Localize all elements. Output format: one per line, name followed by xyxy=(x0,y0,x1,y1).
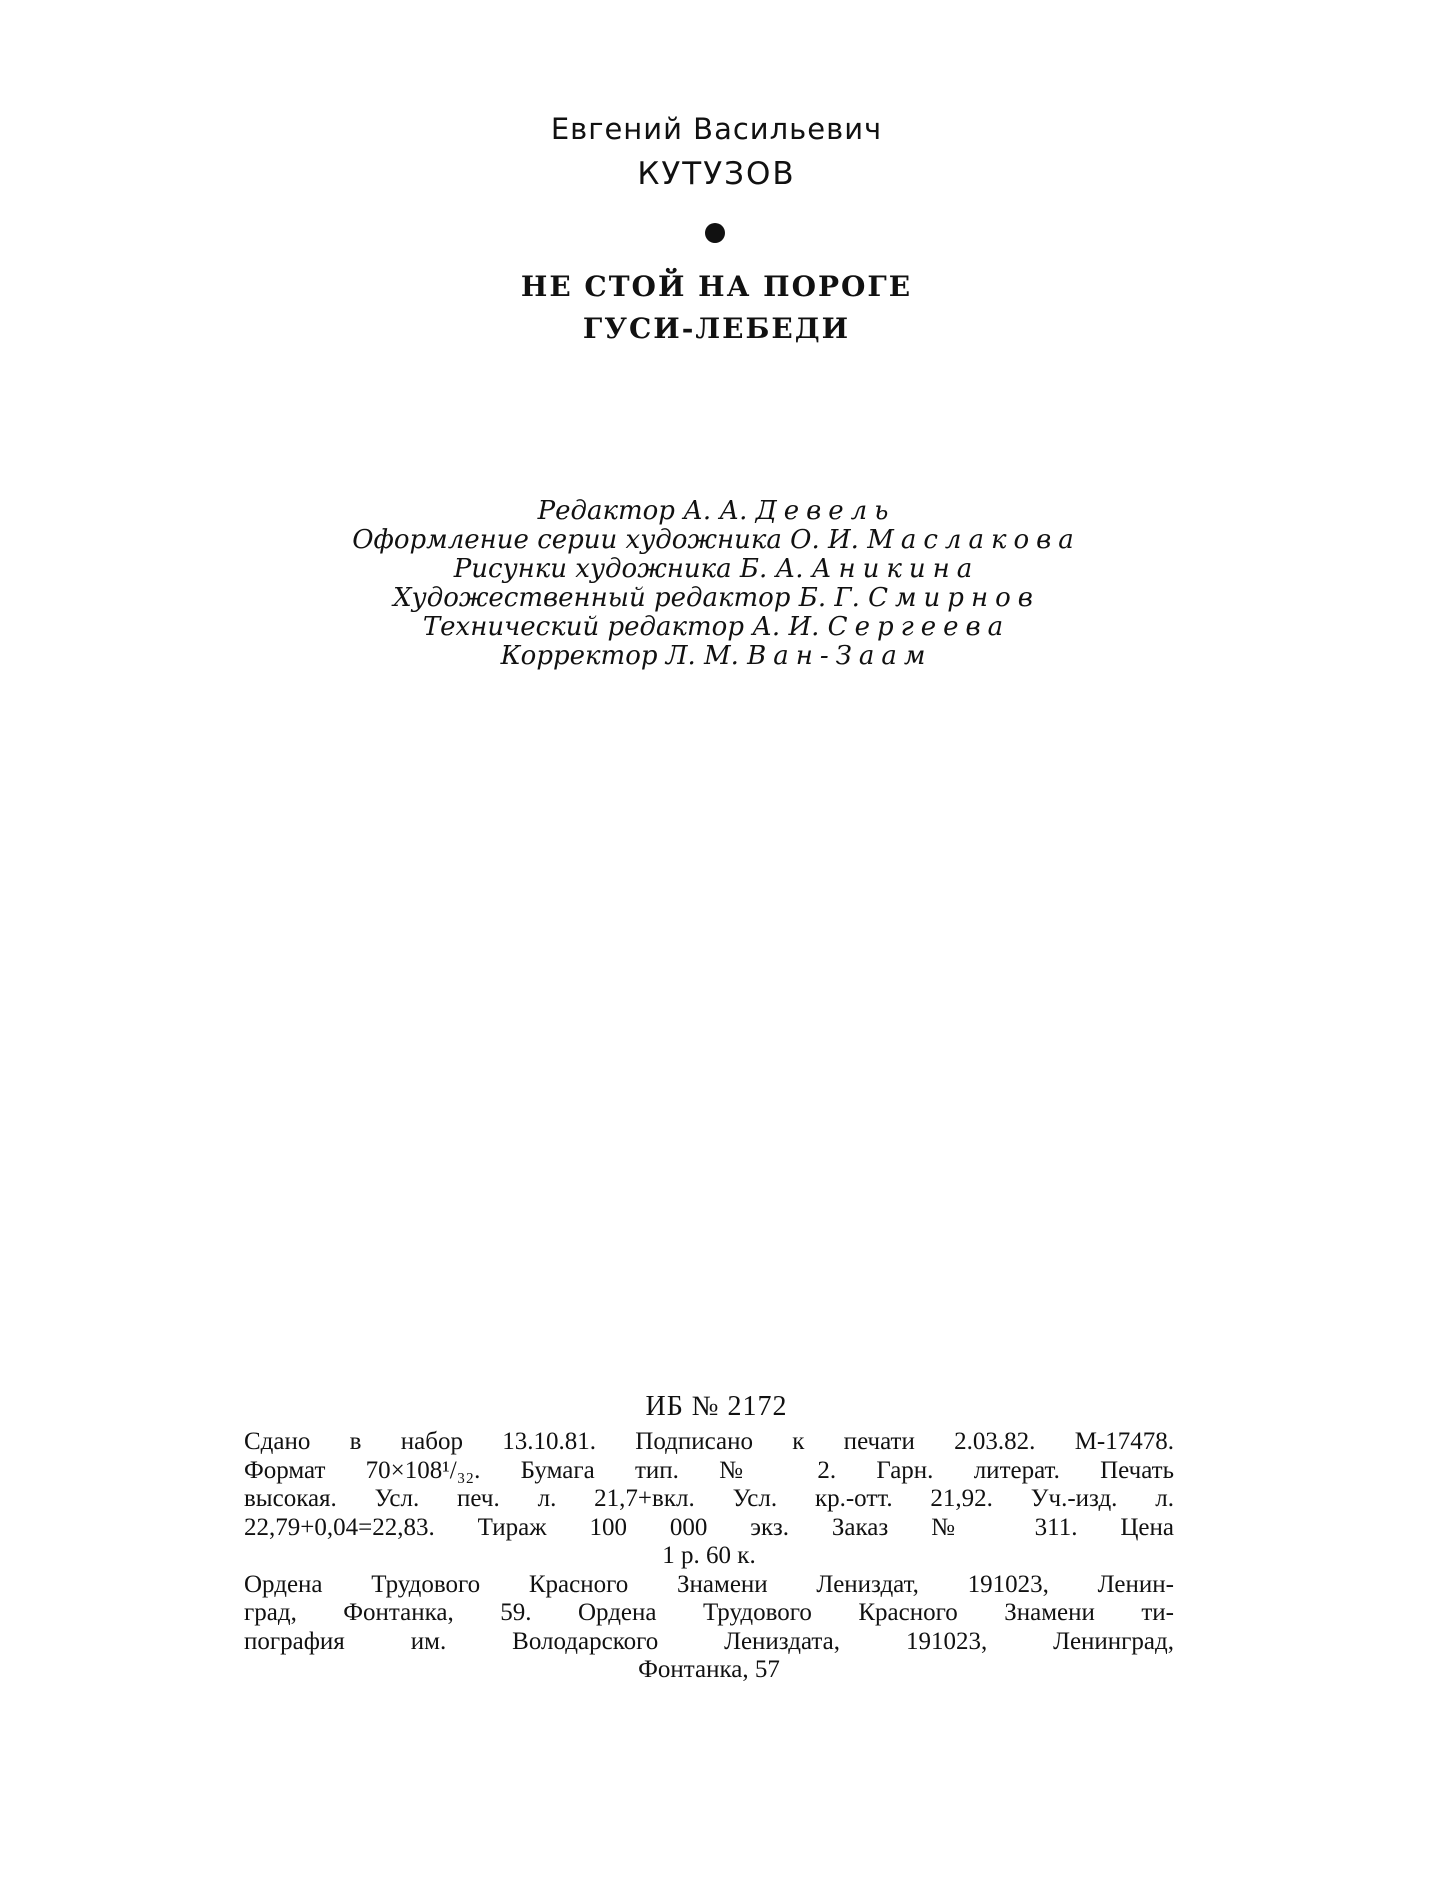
publisher-address: Фонтанка, 57 xyxy=(638,1656,780,1683)
credit-role: Корректор Л. М. xyxy=(500,641,739,671)
credit-person: Сергеева xyxy=(827,612,1011,642)
credit-line xyxy=(0,555,1433,584)
credit-person: Ван-Заам xyxy=(747,641,933,671)
imprint-line: Сдано в набор 13.10.81. Подписано к печати 2.03.82. М-17478. xyxy=(244,1428,1174,1455)
credit-role: Технический редактор А. И. xyxy=(422,612,820,642)
credit-role: Оформление серии художника О. И. xyxy=(352,525,859,555)
imprint-line: высокая. Усл. печ. л. 21,7+вкл. Усл. кр.-отт. 21,92. Уч.-изд. л. xyxy=(244,1485,1174,1512)
credit-line xyxy=(0,613,1433,642)
author-name: Евгений Васильевич xyxy=(550,112,883,146)
credits-block xyxy=(0,497,1433,671)
credit-role: Рисунки художника Б. А. xyxy=(453,554,804,584)
credit-line xyxy=(0,526,1433,555)
publisher-line: Ордена Трудового Красного Знамени Лениздат, 191023, Ленин- xyxy=(244,1570,1174,1598)
imprint-block xyxy=(244,1428,1174,1685)
credit-person: Аникина xyxy=(811,554,980,584)
credit-person: Смирнов xyxy=(868,583,1040,613)
credit-person: Маслакова xyxy=(867,525,1081,555)
credit-role: Редактор А. А. xyxy=(537,496,748,526)
imprint-line: Формат 70×108¹/₃₂. Бумага тип. № 2. Гарн. литерат. Печать xyxy=(244,1456,1174,1484)
author-surname: КУТУЗОВ xyxy=(637,156,796,192)
bullet-separator-icon xyxy=(705,223,725,243)
credit-line xyxy=(0,497,1433,526)
ib-number: ИБ № 2172 xyxy=(645,1391,788,1422)
credit-line xyxy=(0,642,1433,671)
imprint-line: 22,79+0,04=22,83. Тираж 100 000 экз. Заказ № 311. Цена xyxy=(244,1513,1174,1541)
credit-person: Девель xyxy=(755,496,896,526)
price: 1 р. 60 к. xyxy=(662,1542,756,1569)
publisher-line: град, Фонтанка, 59. Ордена Трудового Красного Знамени ти- xyxy=(244,1599,1174,1626)
book-title-1: НЕ СТОЙ НА ПОРОГЕ xyxy=(520,270,913,303)
credit-line xyxy=(0,584,1433,613)
publisher-line: пография им. Володарского Лениздата, 191023, Ленинград, xyxy=(244,1627,1174,1655)
book-title-2: ГУСИ-ЛЕБЕДИ xyxy=(582,312,851,345)
credit-role: Художественный редактор Б. Г. xyxy=(393,583,860,613)
